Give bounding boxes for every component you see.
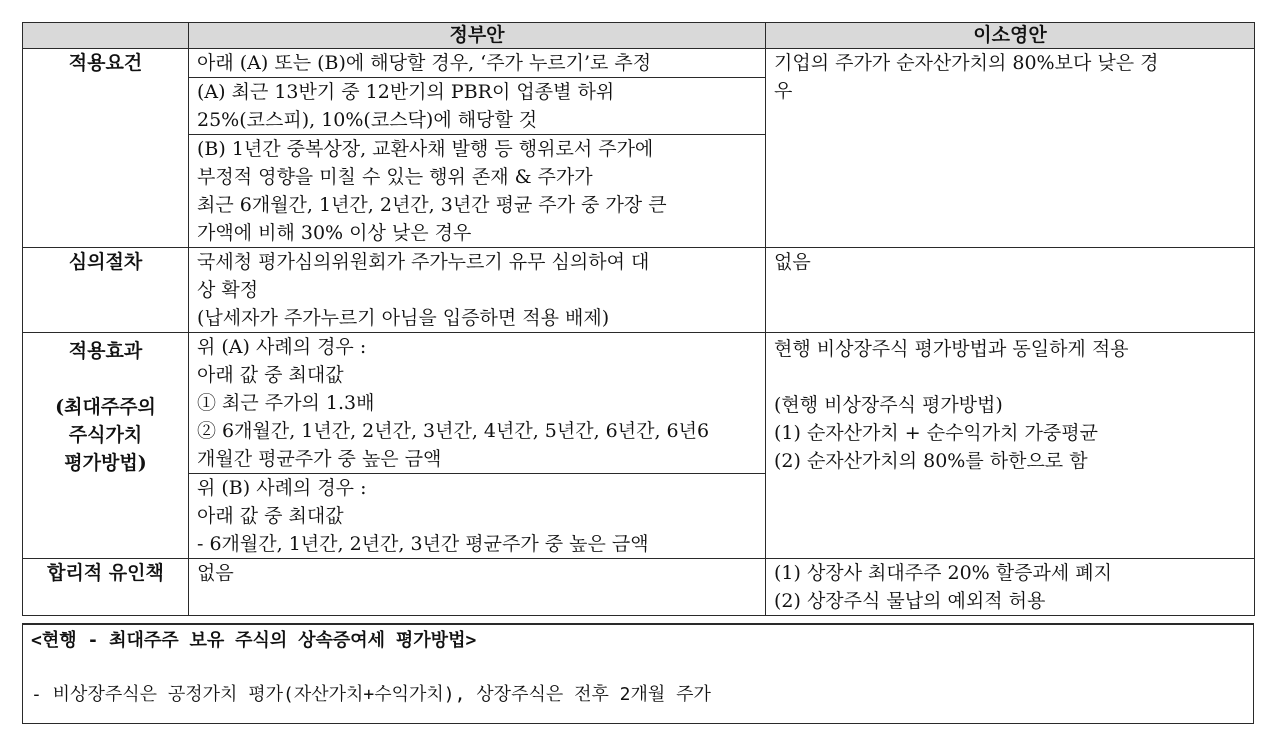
text-line: ① 최근 주가의 1.3배 [197,392,375,414]
row-label-application-effect [23,333,189,559]
text-line: 최근 6개월간, 1년간, 2년간, 3년간 평균 주가 중 가장 큰 [197,194,667,216]
lee-incentives [766,559,1255,616]
row-label-spacer [31,365,180,393]
table-row [23,248,1255,333]
gov-effect-case-a [189,333,766,474]
text-line: 현행 비상장주식 평가방법과 동일하게 적용 [774,338,1129,360]
text-line: 위 (A) 사례의 경우 : [197,336,367,358]
text-line: 아래 값 중 최대값 [197,364,344,386]
text-line: (2) 순자산가치의 80%를 하한으로 함 [774,450,1088,472]
header-lee-soyoung-plan: 이소영안 [766,23,1255,49]
table-row [23,333,1255,474]
row-label-line: 심의절차 [68,251,143,273]
row-label-line: 적용요건 [68,52,143,74]
header-government-plan: 정부안 [189,23,766,49]
current-valuation-note-box [22,623,1254,724]
row-label-incentives [23,559,189,616]
row-label-line: (최대주주의 [55,396,156,418]
row-label-review-procedure [23,248,189,333]
text-line: ② 6개월간, 1년간, 2년간, 3년간, 4년간, 5년간, 6년간, 6년6 [197,420,710,442]
text-line: 위 (B) 사례의 경우 : [197,477,367,499]
row-label-requirements [23,49,189,248]
text-line: 개월간 평균주가 중 높은 금액 [197,448,442,470]
row-label-line: 평가방법) [64,452,147,474]
gov-requirement-b [189,135,766,248]
text-line: (2) 상장주식 물납의 예외적 허용 [774,590,1046,612]
text-line: 없음 [197,562,234,584]
text-line: (B) 1년간 중복상장, 교환사채 발행 등 행위로서 주가에 [197,138,654,160]
table-header-row [23,23,1255,49]
text-line: (A) 최근 13반기 중 12반기의 PBR이 업종별 하위 [197,81,615,103]
note-title: <현행 - 최대주주 보유 주식의 상속증여세 평가방법> [31,630,477,651]
text-line: 25%(코스피), 10%(코스닥)에 해당할 것 [197,109,538,131]
table-row [23,49,1255,78]
text-line: (1) 순자산가치 + 순수익가치 가중평균 [774,422,1098,444]
text-line: (납세자가 주가누르기 아님을 입증하면 적용 배제) [197,307,610,329]
text-line: 우 [774,80,793,102]
text-line: - 6개월간, 1년간, 2년간, 3년간 평균주가 중 높은 금액 [197,533,649,555]
text-line: (1) 상장사 최대주주 20% 할증과세 폐지 [774,562,1112,584]
text-line: 가액에 비해 30% 이상 낮은 경우 [197,222,472,244]
text-line: 기업의 주가가 순자산가치의 80%보다 낮은 경 [774,52,1159,74]
text-line: 없음 [774,251,811,273]
text-line: 국세청 평가심의위원회가 주가누르기 유무 심의하여 대 [197,251,650,273]
text-line: 상 확정 [197,279,259,301]
lee-application-effect [766,333,1255,559]
note-body: - 비상장주식은 공정가치 평가(자산가치+수익가치), 상장주식은 전후 2개월 주가 [31,684,711,705]
gov-requirement-a [189,78,766,135]
text-line: 아래 (A) 또는 (B)에 해당할 경우, ‘주가 누르기’로 추정 [197,52,652,74]
lee-review-procedure [766,248,1255,333]
gov-review-procedure [189,248,766,333]
header-cell-blank [23,23,189,49]
row-label-line: 합리적 유인책 [47,562,164,584]
gov-incentives [189,559,766,616]
table-row [23,559,1255,616]
comparison-table [22,22,1255,616]
text-spacer [774,363,1246,391]
lee-requirement [766,49,1255,248]
text-line: 아래 값 중 최대값 [197,505,344,527]
text-line: (현행 비상장주식 평가방법) [774,394,1003,416]
row-label-line: 주식가치 [68,424,143,446]
gov-requirement-intro [189,49,766,78]
gov-effect-case-b [189,474,766,559]
text-line: 부정적 영향을 미칠 수 있는 행위 존재 & 주가가 [197,166,593,188]
row-label-line: 적용효과 [68,340,143,362]
